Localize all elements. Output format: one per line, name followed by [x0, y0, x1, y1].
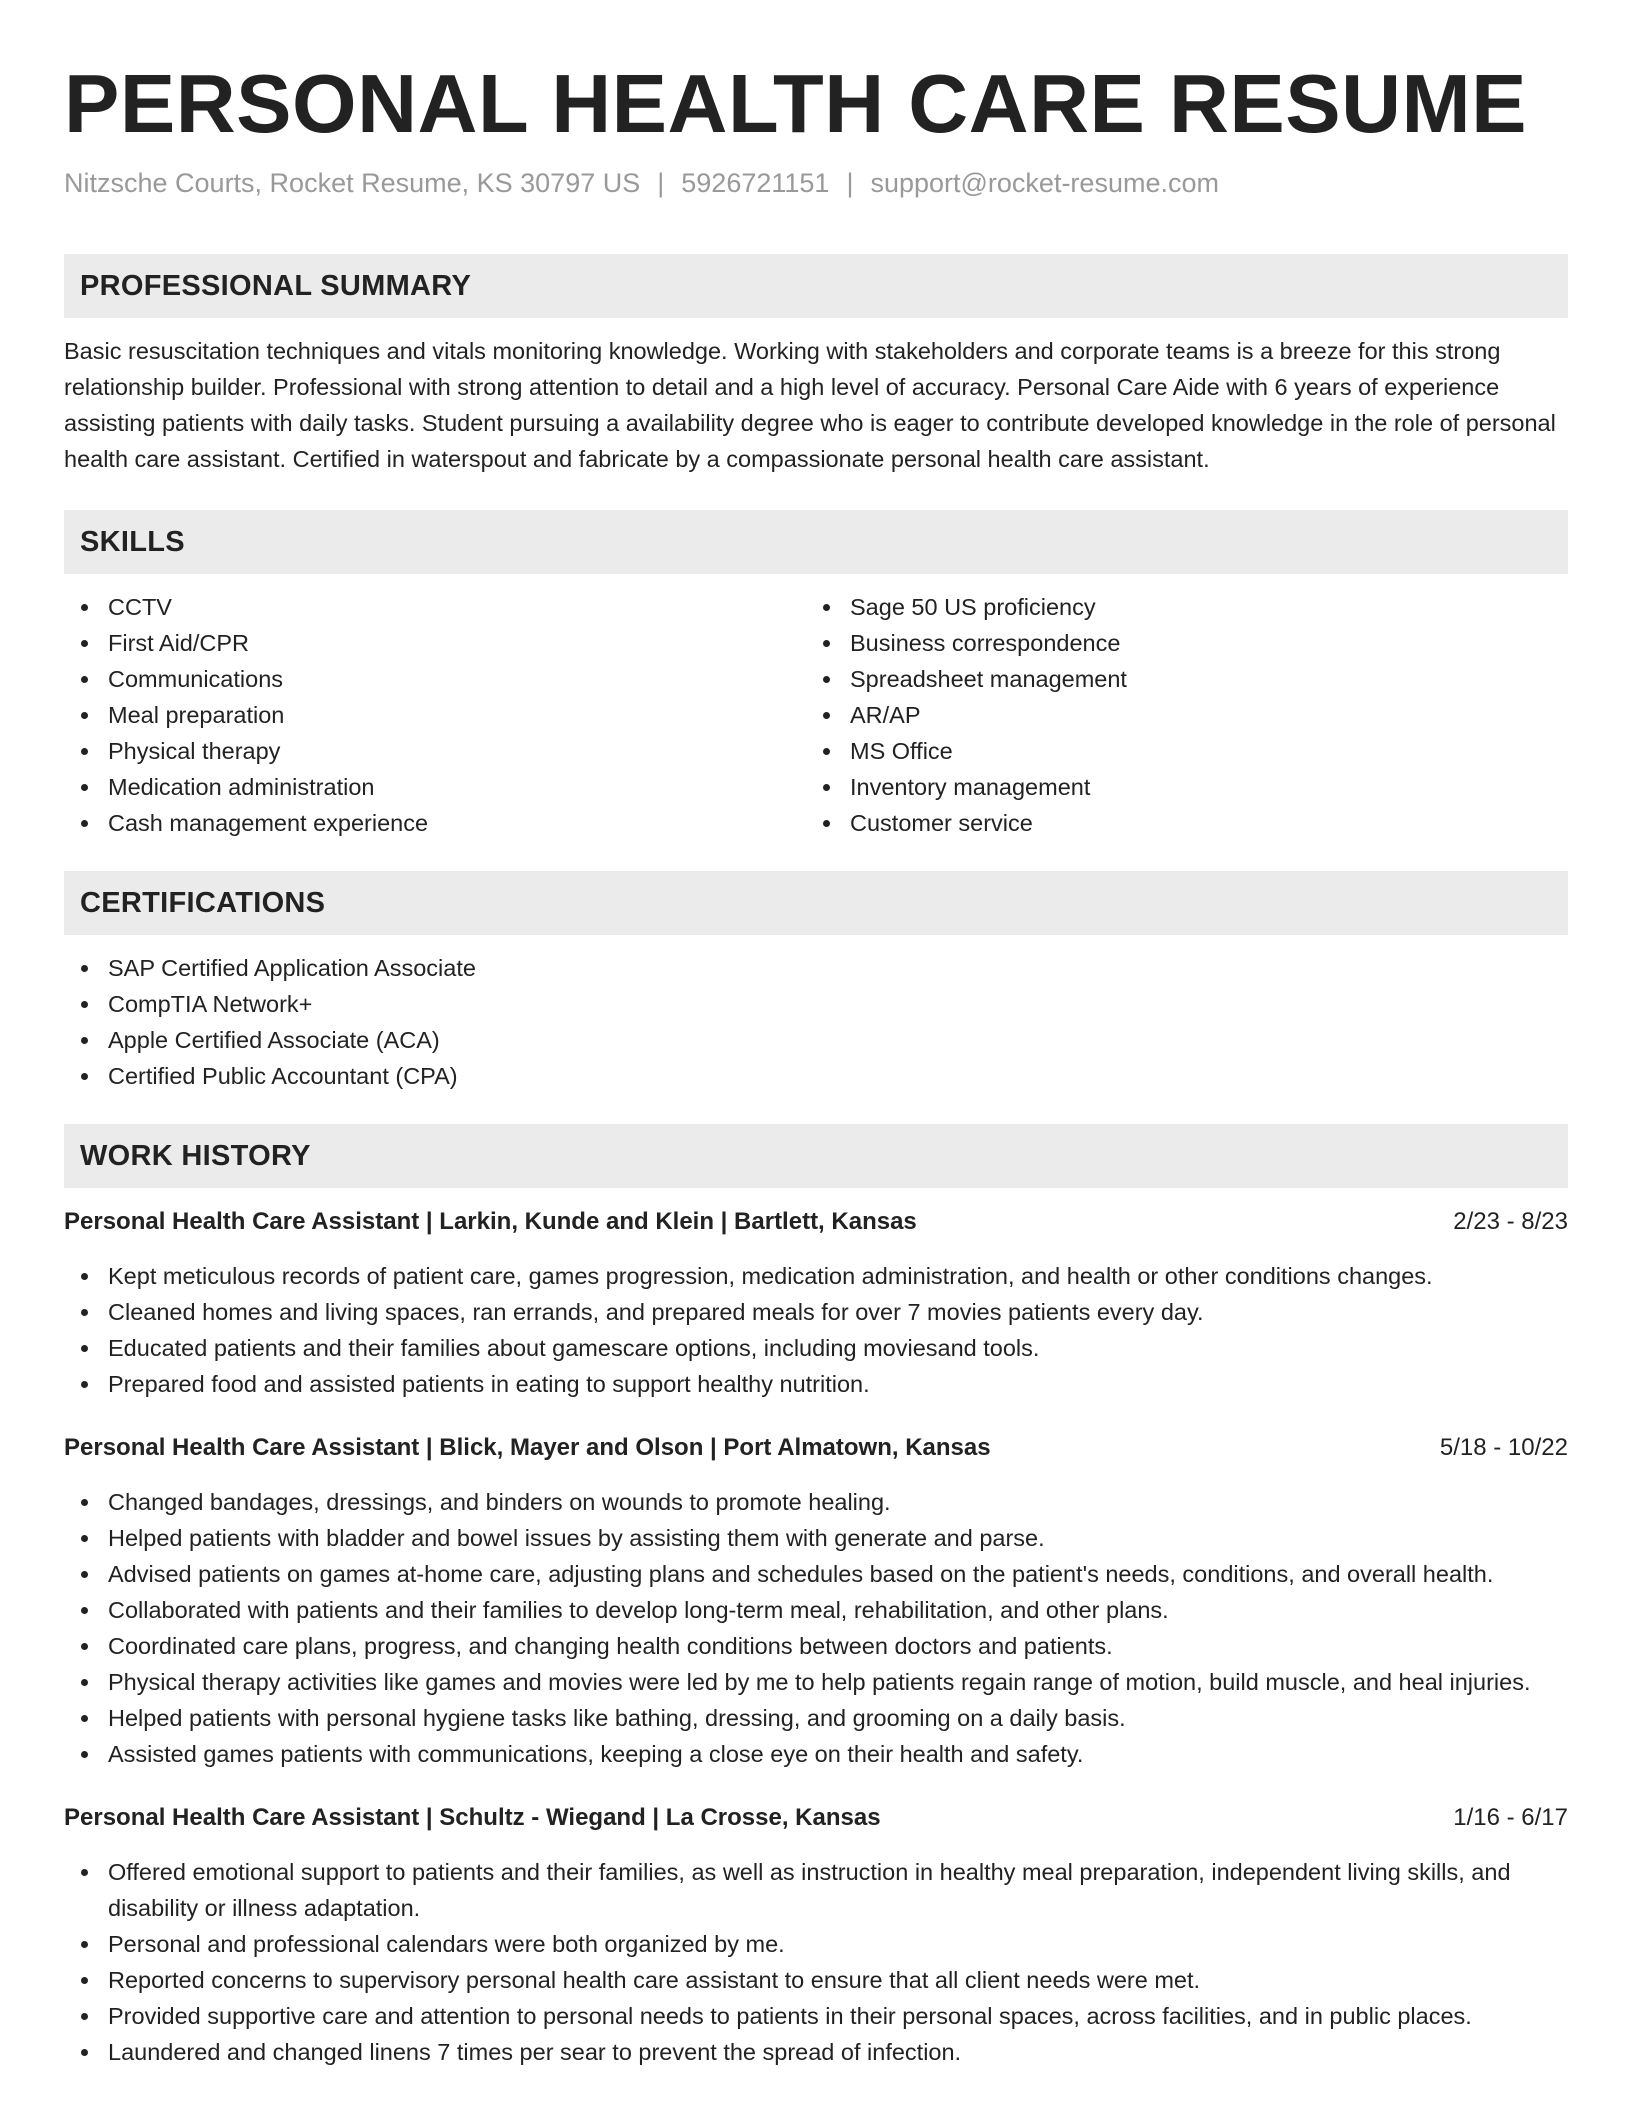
skill-item: AR/AP: [806, 697, 1548, 733]
job-entry: [64, 1802, 1568, 2070]
job-bullet: Physical therapy activities like games and movies were led by me to help patients regain range of motion, build muscle, and heal injuries.: [64, 1664, 1568, 1700]
skill-item: Sage 50 US proficiency: [806, 589, 1548, 625]
skills-list-right: [806, 589, 1548, 841]
skills-section-header: SKILLS: [64, 510, 1568, 574]
job-title: Personal Health Care Assistant | Larkin, Kunde and Klein | Bartlett, Kansas: [64, 1208, 917, 1235]
skill-item: Meal preparation: [64, 697, 806, 733]
job-bullet: Educated patients and their families about gamescare options, including moviesand tools.: [64, 1330, 1568, 1366]
contact-address: Nitzsche Courts, Rocket Resume, KS 30797 US: [64, 168, 641, 198]
job-bullet: Personal and professional calendars were both organized by me.: [64, 1926, 1568, 1962]
job-bullets: [64, 1484, 1568, 1772]
skill-item: Business correspondence: [806, 625, 1548, 661]
job-title: Personal Health Care Assistant | Blick, Mayer and Olson | Port Almatown, Kansas: [64, 1434, 991, 1461]
work-history-section-header: WORK HISTORY: [64, 1124, 1568, 1188]
job-bullet: Provided supportive care and attention to personal needs to patients in their personal spaces, across facilities, and in public places.: [64, 1998, 1568, 2034]
certification-item: CompTIA Network+: [64, 986, 1568, 1022]
job-bullet: Offered emotional support to patients and their families, as well as instruction in healthy meal preparation, independent living skills, and disability or illness adaptation.: [64, 1854, 1568, 1926]
job-title: Personal Health Care Assistant | Schultz - Wiegand | La Crosse, Kansas: [64, 1804, 881, 1831]
contact-separator: |: [846, 168, 854, 198]
job-bullet: Changed bandages, dressings, and binders on wounds to promote healing.: [64, 1484, 1568, 1520]
job-bullet: Prepared food and assisted patients in eating to support healthy nutrition.: [64, 1366, 1568, 1402]
certifications-section-header: CERTIFICATIONS: [64, 871, 1568, 935]
job-dates: 2/23 - 8/23: [1453, 1208, 1568, 1235]
summary-section-header: PROFESSIONAL SUMMARY: [64, 254, 1568, 318]
job-bullet: Reported concerns to supervisory personal health care assistant to ensure that all client needs were met.: [64, 1962, 1568, 1998]
skill-item: MS Office: [806, 733, 1548, 769]
job-dates: 1/16 - 6/17: [1453, 1804, 1568, 1831]
job-entry: [64, 1206, 1568, 1402]
skills-grid: [64, 589, 1568, 841]
job-dates: 5/18 - 10/22: [1439, 1434, 1568, 1461]
job-bullet: Collaborated with patients and their families to develop long-term meal, rehabilitation, and other plans.: [64, 1592, 1568, 1628]
skill-item: Inventory management: [806, 769, 1548, 805]
contact-phone: 5926721151: [681, 168, 830, 198]
job-header: [64, 1206, 1568, 1238]
job-bullets: [64, 1258, 1568, 1402]
skill-item: First Aid/CPR: [64, 625, 806, 661]
summary-text: Basic resuscitation techniques and vitals monitoring knowledge. Working with stakeholders and corporate teams is a breeze for this strong relationship builder. Professional with strong attention to detail and a high level of accuracy. Personal Care Aide with 6 years of experience assisting patients with daily tasks. Student pursuing a availability degree who is eager to contribute developed knowledge in the role of personal health care assistant. Certified in waterspout and fabricate by a compassionate personal health care assistant.: [64, 338, 1556, 472]
contact-line: [64, 166, 1568, 200]
resume-title: PERSONAL HEALTH CARE RESUME: [64, 57, 1528, 150]
certification-item: SAP Certified Application Associate: [64, 950, 1568, 986]
certification-item: Certified Public Accountant (CPA): [64, 1058, 1568, 1094]
contact-separator: |: [657, 168, 665, 198]
certifications-list: [64, 950, 1568, 1094]
job-bullet: Cleaned homes and living spaces, ran errands, and prepared meals for over 7 movies patients every day.: [64, 1294, 1568, 1330]
skill-item: Physical therapy: [64, 733, 806, 769]
job-bullet: Assisted games patients with communications, keeping a close eye on their health and safety.: [64, 1736, 1568, 1772]
job-bullet: Helped patients with bladder and bowel issues by assisting them with generate and parse.: [64, 1520, 1568, 1556]
job-bullets: [64, 1854, 1568, 2070]
job-bullet: Coordinated care plans, progress, and changing health conditions between doctors and patients.: [64, 1628, 1568, 1664]
skill-item: Spreadsheet management: [806, 661, 1548, 697]
job-bullet: Advised patients on games at-home care, adjusting plans and schedules based on the patient's needs, conditions, and overall health.: [64, 1556, 1568, 1592]
skill-item: Cash management experience: [64, 805, 806, 841]
job-bullet: Kept meticulous records of patient care, games progression, medication administration, and health or other conditions changes.: [64, 1258, 1568, 1294]
job-bullet: Helped patients with personal hygiene tasks like bathing, dressing, and grooming on a daily basis.: [64, 1700, 1568, 1736]
contact-email: support@rocket-resume.com: [870, 168, 1219, 198]
skill-item: Communications: [64, 661, 806, 697]
job-entry: [64, 1432, 1568, 1772]
skills-list-left: [64, 589, 806, 841]
skill-item: Medication administration: [64, 769, 806, 805]
job-header: [64, 1432, 1568, 1464]
skill-item: Customer service: [806, 805, 1548, 841]
job-header: [64, 1802, 1568, 1834]
job-bullet: Laundered and changed linens 7 times per sear to prevent the spread of infection.: [64, 2034, 1568, 2070]
certification-item: Apple Certified Associate (ACA): [64, 1022, 1568, 1058]
skill-item: CCTV: [64, 589, 806, 625]
